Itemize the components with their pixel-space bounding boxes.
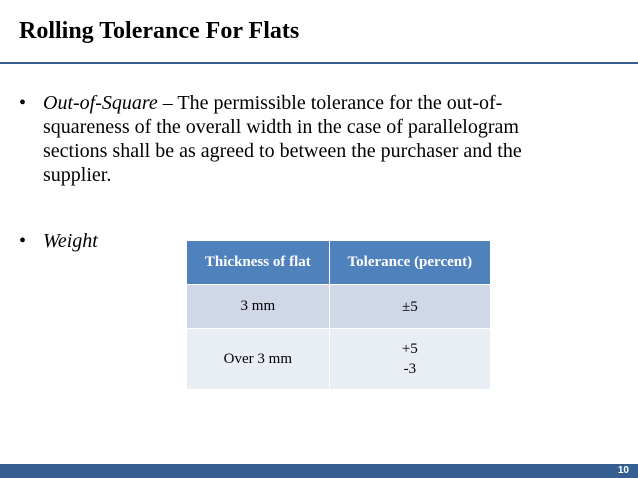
bullet-text: [43, 91, 579, 187]
bullet-description: – The permissible tolerance for the out-of-squareness of the overall width in the case of parallelogram sections shall be as agreed to between the purchaser and the supplier.: [43, 92, 522, 186]
tolerance-value: ±5: [401, 298, 418, 315]
bullet-term: Weight: [43, 230, 98, 252]
bullet-term: Out-of-Square: [43, 92, 158, 114]
tolerance-value: +5: [401, 341, 418, 357]
column-header-thickness: Thickness of flat: [187, 241, 330, 285]
tolerance-table: [186, 240, 491, 390]
page-number: 10: [617, 465, 629, 476]
tolerance-value: -3: [403, 361, 417, 377]
slide-title: Rolling Tolerance For Flats: [19, 18, 300, 44]
bullet-marker: •: [19, 92, 27, 114]
bullet-marker: •: [19, 230, 27, 252]
footer-bar: [0, 464, 638, 478]
table-row: [187, 329, 491, 390]
table-header-row: [187, 241, 491, 285]
bullet-out-of-square: [19, 91, 579, 187]
thickness-cell: 3 mm: [187, 285, 330, 329]
column-header-tolerance: Tolerance (percent): [329, 241, 490, 285]
bullet-weight: [19, 229, 98, 253]
title-divider: [0, 62, 638, 64]
bullet-text: [43, 229, 98, 253]
thickness-cell: Over 3 mm: [187, 329, 330, 390]
table-row: [187, 285, 491, 329]
tolerance-cell: [329, 285, 490, 329]
tolerance-cell: [329, 329, 490, 390]
